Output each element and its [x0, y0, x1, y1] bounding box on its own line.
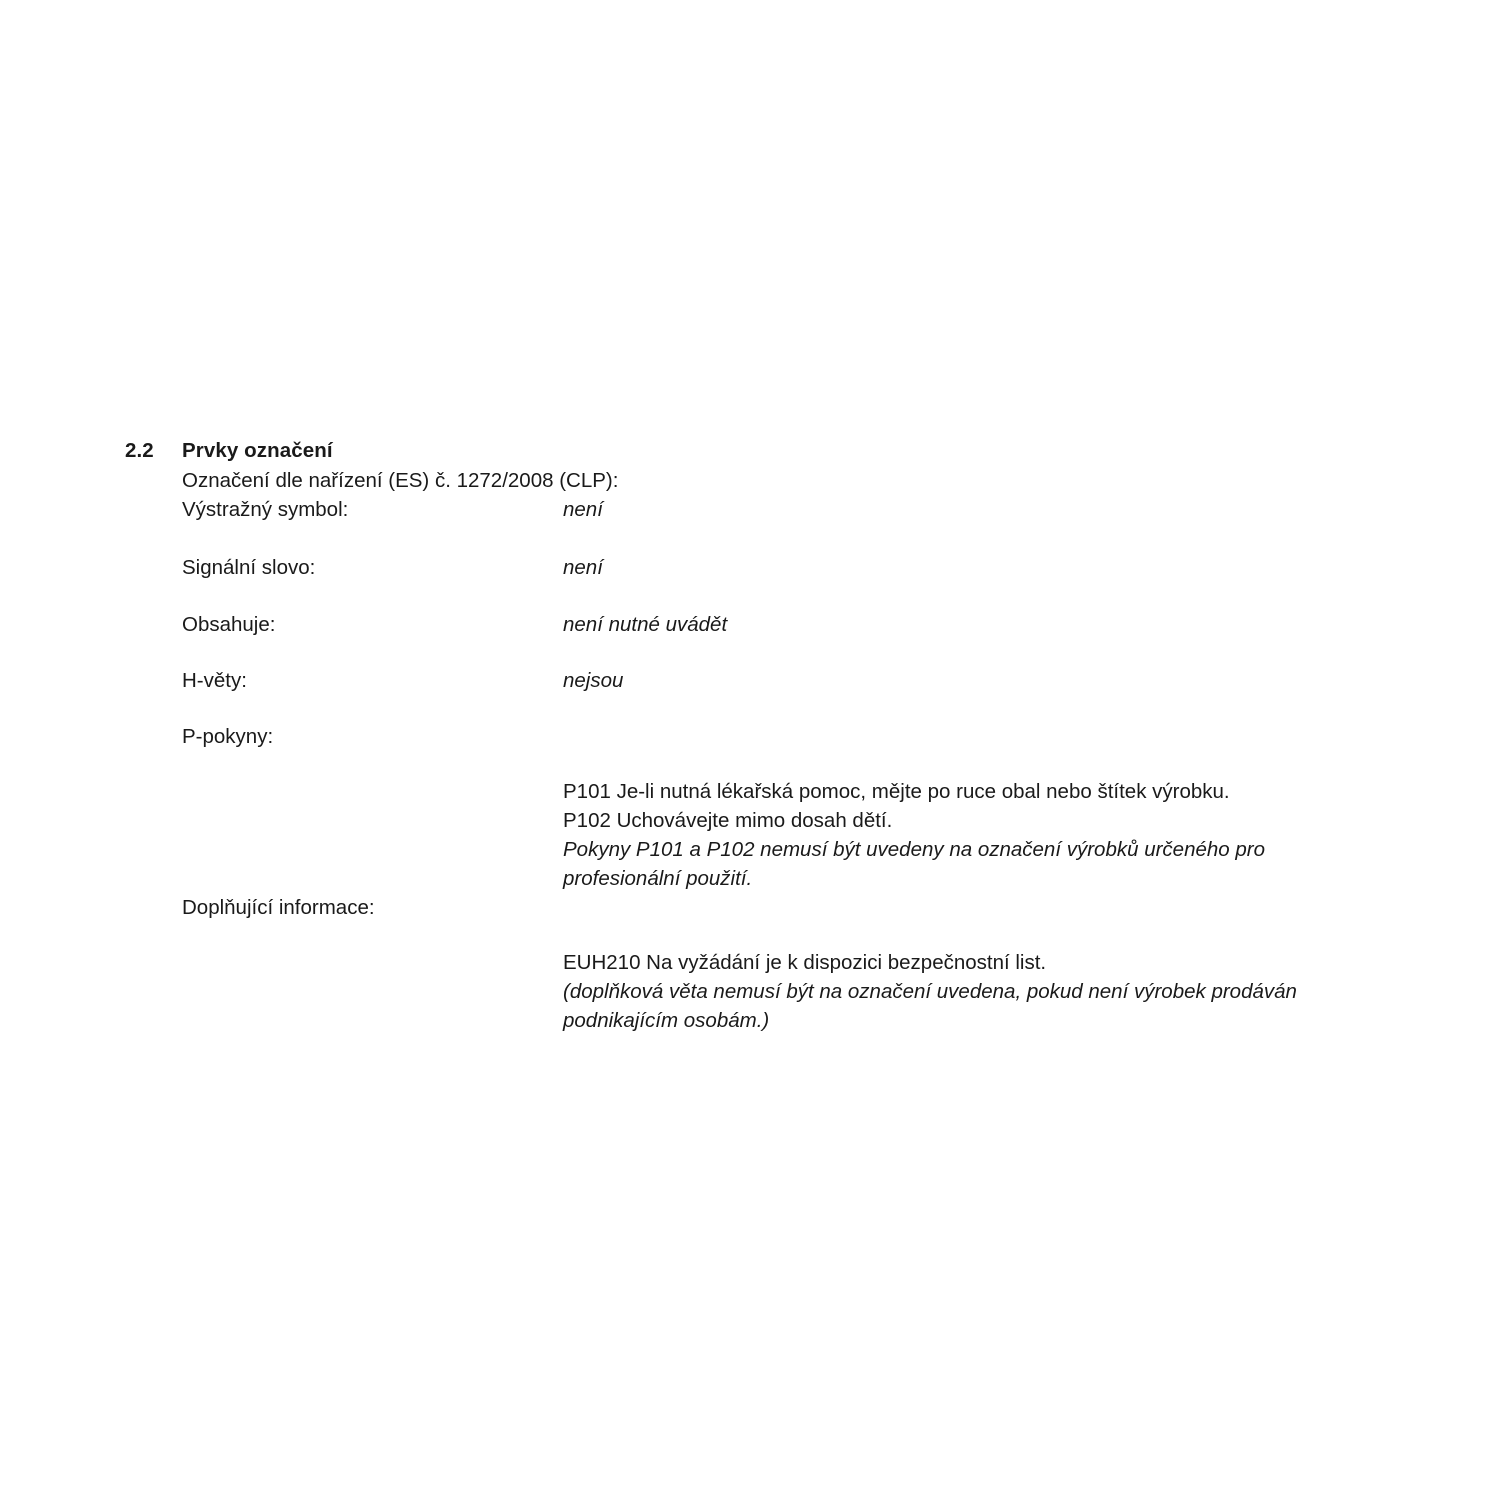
row-label: P-pokyny: — [182, 725, 274, 748]
p-note-line-2: profesionální použití. — [563, 867, 753, 890]
section-title: Prvky označení — [182, 439, 333, 462]
row-label: Signální slovo: — [182, 556, 316, 579]
row-h-statements — [182, 666, 1375, 695]
p102-line: P102 Uchovávejte mimo dosah dětí. — [563, 809, 893, 832]
spacer — [182, 639, 1375, 666]
spacer — [182, 582, 1375, 610]
section-number: 2.2 — [125, 439, 154, 462]
additional-note-line-2: podnikajícím osobám.) — [563, 1009, 770, 1032]
spacer — [182, 695, 1375, 722]
additional-info-text — [563, 948, 1375, 1035]
row-value: není — [563, 498, 603, 521]
clp-regulation-note: Označení dle nařízení (ES) č. 1272/2008 (CLP): — [182, 469, 619, 492]
spacer — [182, 922, 1375, 948]
row-label: Obsahuje: — [182, 613, 276, 636]
spacer — [182, 751, 1375, 777]
row-additional-info — [182, 893, 1375, 922]
spacer — [182, 524, 1375, 553]
section-body — [182, 466, 1375, 1035]
row-label: H-věty: — [182, 669, 247, 692]
euh210-line: EUH210 Na vyžádání je k dispozici bezpečnostní list. — [563, 951, 1047, 974]
row-value: není nutné uvádět — [563, 613, 728, 636]
row-hazard-pictogram — [182, 495, 1375, 524]
additional-note-line-1: (doplňková věta nemusí být na označení uvedena, pokud není výrobek prodáván — [563, 980, 1297, 1003]
p101-line: P101 Je-li nutná lékařská pomoc, mějte po ruce obal nebo štítek výrobku. — [563, 780, 1230, 803]
row-value: není — [563, 556, 603, 579]
p-instructions-text — [563, 777, 1375, 893]
row-contains — [182, 610, 1375, 639]
row-label: Výstražný symbol: — [182, 498, 349, 521]
row-p-instructions — [182, 722, 1375, 751]
row-value: nejsou — [563, 669, 624, 692]
row-signal-word — [182, 553, 1375, 582]
section-heading — [125, 438, 1375, 464]
row-label: Doplňující informace: — [182, 896, 375, 919]
section-2-2 — [125, 438, 1375, 1035]
p-note-line-1: Pokyny P101 a P102 nemusí být uvedeny na označení výrobků určeného pro — [563, 838, 1266, 861]
